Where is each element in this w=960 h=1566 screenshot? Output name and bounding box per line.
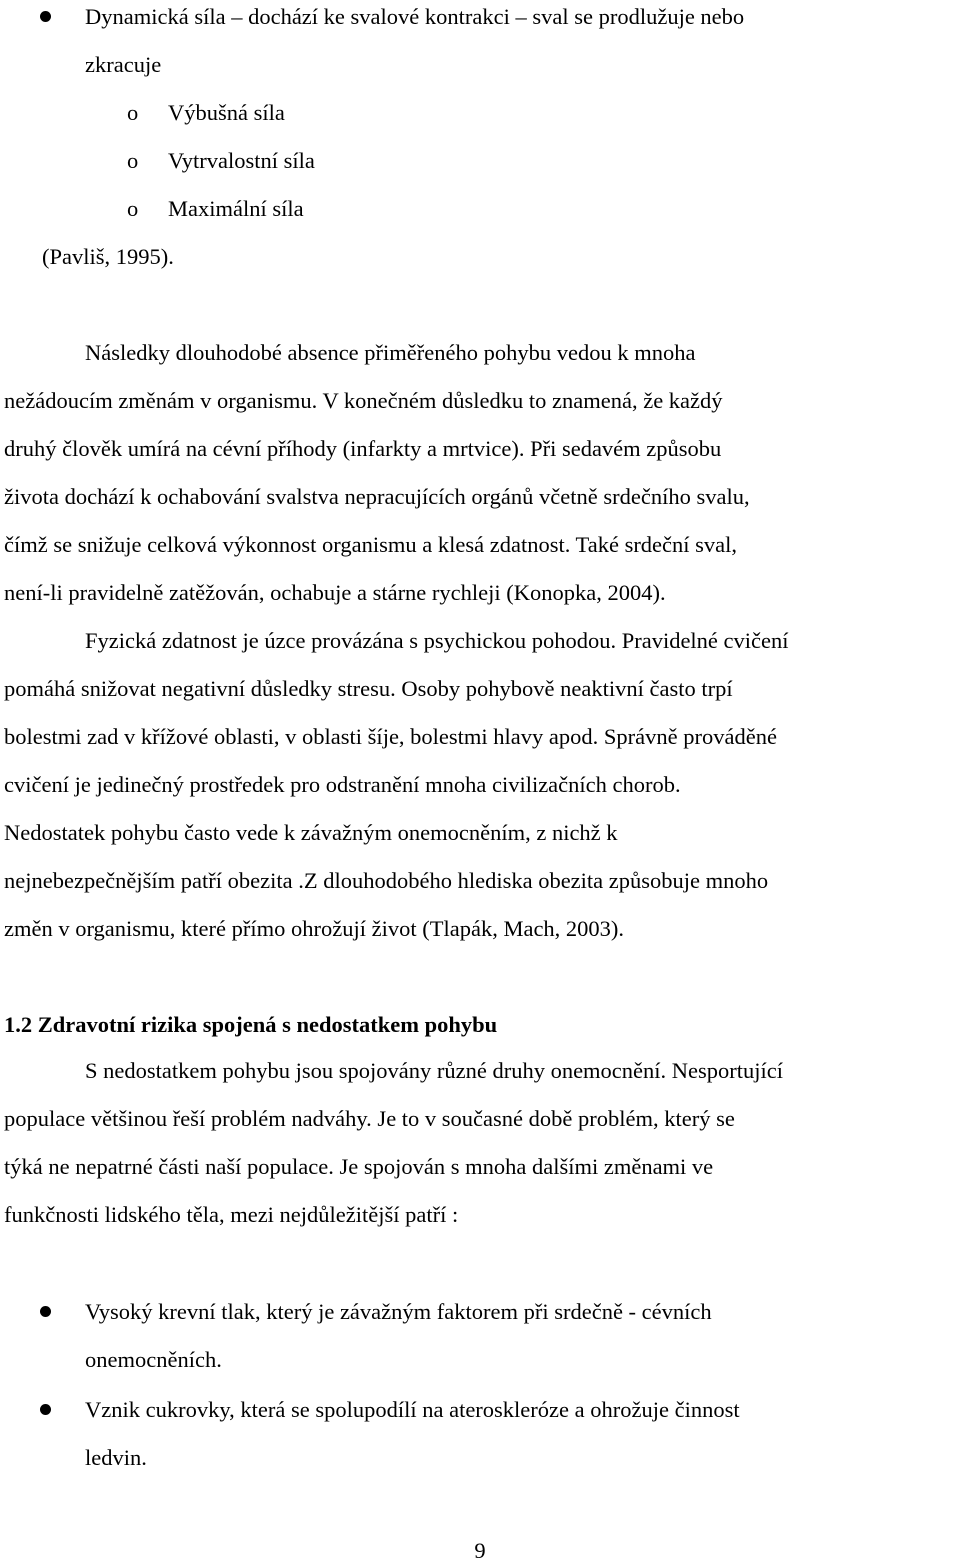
- list-item: Dynamická síla – dochází ke svalové kontrakci – sval se prodlužuje nebo: [0, 2, 960, 50]
- bullet-icon: [40, 11, 51, 22]
- citation: (Pavliš, 1995).: [42, 244, 174, 269]
- page-number: 9: [474, 1538, 486, 1563]
- document-page: Dynamická síla – dochází ke svalové kontrakci – sval se prodlužuje nebo zkracuje o Výbušná síla o Vytrvalostní síla o Maximální síla (Pavliš, 1995). Následky dlouhodobé absence přiměřeného pohybu vedou k mnoha nežádoucím změnám v organismu. V konečném důsledku to znamená, že každý druhý člověk umírá na cévní příhody (infarkty a mrtvice). Při sedavém způsobu života dochází k ochabování svalstva nepracujících orgánů včetně srdečního svalu, čímž se snižuje celková výkonnost organismu a klesá zdatnost. Také srdeční sval, není-li pravidelně zatěžován, ochabuje a stárne rychleji (Konopka, 2004). Fyzická zdatnost je úzce provázána s psychickou pohodou. Pravidelné cvičení pomáhá snižovat negativní důsledky stresu. Osoby pohybově neaktivní často trpí bolestmi zad v křížové oblasti, v oblasti šíje, bolestmi hlavy apod. Správně prováděné cvičení je jedinečný prostředek pro odstranění mnoha civilizačních chorob. Nedostatek pohybu často vede k závažným onemocněním, z nichž k nejnebezpečnějším patří obezita .Z dlouhodobého hlediska obezita způsobuje mnoho změn v organismu, které přímo ohrožují život (Tlapák, Mach, 2003). 1.2 Zdravotní rizika spojená s nedostatkem pohybu S nedostatkem pohybu jsou spojovány různé druhy onemocnění. Nesportující populace většinou řeší problém nadváhy. Je to v současné době problém, který se týká ne nepatrné části naší populace. Je spojován s mnoha dalšími změnami ve funkčnosti lidského těla, mezi nejdůležitější patří : Vysoký krevní tlak, který je závažným faktorem při srdečně - cévních onemocněních. Vznik cukrovky, která se spolupodílí na ateroskleróze a ohrožuje činnost ledvin. 9: [0, 0, 960, 1563]
- section-heading: 1.2 Zdravotní rizika spojená s nedostatkem pohybu: [4, 1012, 498, 1037]
- sub-list-item: o Výbušná síla: [0, 98, 960, 146]
- list-item-continuation: onemocněních.: [85, 1347, 222, 1372]
- sub-list-item: o Maximální síla: [0, 194, 960, 242]
- circle-bullet-icon: o: [127, 148, 139, 173]
- list-item: Vysoký krevní tlak, který je závažným faktorem při srdečně - cévních: [0, 1297, 960, 1345]
- bullet-icon: [40, 1404, 51, 1415]
- list-item: Vznik cukrovky, která se spolupodílí na ateroskleróze a ohrožuje činnost: [0, 1395, 960, 1443]
- circle-bullet-icon: o: [127, 100, 139, 125]
- circle-bullet-icon: o: [127, 196, 139, 221]
- list-item-continuation: ledvin.: [85, 1445, 147, 1470]
- sub-list-item: o Vytrvalostní síla: [0, 146, 960, 194]
- list-item-continuation: zkracuje: [85, 52, 162, 77]
- bullet-icon: [40, 1306, 51, 1317]
